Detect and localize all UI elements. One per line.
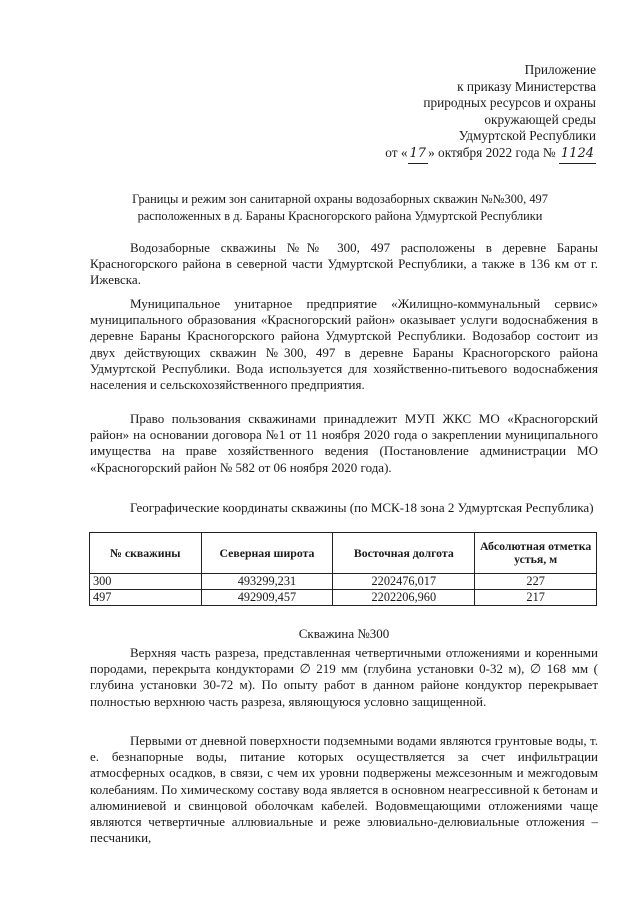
paragraph: Водозаборные скважины №№ 300, 497 расположены в деревне Бараны Красногорского района в северной части Удмуртской Республики, а также в 136 км от г. Ижевска.: [90, 240, 598, 288]
table-row: [90, 574, 597, 590]
table-cell: 2202476,017: [333, 574, 475, 590]
table-row: [90, 590, 597, 606]
column-header: Абсолютная отметка устья, м: [475, 533, 597, 574]
title-line: Границы и режим зон санитарной охраны водозаборных скважин №№300, 497: [132, 192, 548, 206]
paragraph: Муниципальное унитарное предприятие «Жилищно-коммунальный сервис» муниципального образования «Красногорский район» оказывает услуги водоснабжения в деревне Бараны Красногорского района Удмуртской Республики. Водозабор состоит из двух действующих скважин №300, 497 в деревне Бараны Красногорского района Удмуртской Республики. Вода используется для хозяйственно-питьевого водоснабжения населения и сельскохозяйственного предприятия.: [90, 296, 598, 393]
date-prefix: от «: [385, 144, 408, 160]
handwritten-order-number: 1124: [559, 146, 596, 164]
table-cell: 227: [475, 574, 597, 590]
paragraph: Первыми от дневной поверхности подземными водами являются грунтовые воды, т. е. безнапорные воды, питание которых осуществляется за счет инфильтрации атмосферных осадков, в связи, с чем их уровни подвержены межсезонным и межгодовым колебаниям. По химическому составу вода является в основном неагрессивной к бетонам и алюминиевой и свинцовой оболочкам кабелей. Водовмещающими отложениями чаще являются четвертичные аллювиальные и реже элювиально-делювиальные отложения – песчаники,: [90, 733, 598, 846]
table-cell: 492909,457: [201, 590, 333, 606]
appendix-line: Удмуртской Республики: [458, 128, 596, 144]
appendix-line: Приложение: [524, 62, 596, 77]
order-date-line: [385, 145, 596, 164]
date-middle: » октября 2022 года №: [428, 144, 556, 160]
table-cell: 497: [90, 590, 202, 606]
section-title: Скважина №300: [298, 626, 390, 641]
appendix-line: природных ресурсов и охраны: [423, 95, 596, 111]
document-title: [110, 191, 570, 225]
appendix-line: к приказу Министерства: [457, 78, 596, 94]
paragraph: Право пользования скважинами принадлежит МУП ЖКС МО «Красногорский район» на основании договора №1 от 11 ноября 2020 года о закреплении муниципального имущества на праве хозяйственного ведения (Постановление администрации МО «Красногорский район № 582 от 06 ноября 2020 года).: [90, 411, 598, 475]
handwritten-day: 17: [408, 146, 429, 164]
table-cell: 300: [90, 574, 202, 590]
title-line: расположенных в д. Бараны Красногорского района Удмуртской Республики: [137, 209, 543, 223]
appendix-header: [385, 62, 596, 164]
table-cell: 493299,231: [201, 574, 333, 590]
appendix-line: окружающей среды: [484, 111, 596, 127]
coordinates-table: [89, 532, 597, 606]
column-header: Восточная долгота: [333, 533, 475, 574]
table-caption: Географические координаты скважины (по МСК-18 зона 2 Удмуртская Республика): [130, 500, 594, 515]
table-header-row: [90, 533, 597, 574]
column-header: № скважины: [90, 533, 202, 574]
column-header: Северная широта: [201, 533, 333, 574]
table-cell: 2202206,960: [333, 590, 475, 606]
table-cell: 217: [475, 590, 597, 606]
paragraph: Верхняя часть разреза, представленная четвертичными отложениями и коренными породами, перекрыта кондукторами ∅ 219 мм (глубина установки 0-32 м), ∅ 168 мм ( глубина установки 30-72 м). По опыту работ в данном районе кондуктор перекрывает полностью верхнюю часть разреза, являющуюся условно защищенной.: [90, 645, 598, 709]
